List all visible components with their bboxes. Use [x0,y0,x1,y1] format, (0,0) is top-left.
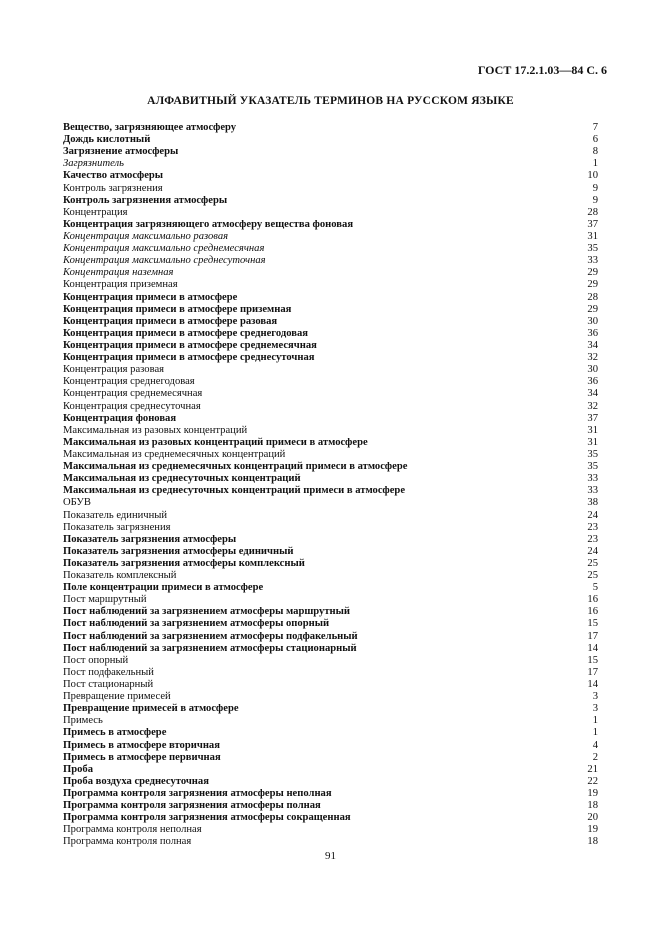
index-entry [63,134,598,146]
index-term: Пост наблюдений за загрязнением атмосферы маршрутный [63,606,351,618]
index-term-number: 31 [587,424,598,436]
index-entry [63,425,598,437]
index-term: Концентрация максимально разовая [63,230,229,242]
index-term: ОБУВ [63,497,91,509]
index-term: Загрязнение атмосферы [63,146,179,158]
index-term: Концентрация примеси в атмосфере среднесуточная [63,352,315,364]
index-term-number: 24 [587,509,598,521]
index-term: Проба воздуха среднесуточная [63,775,209,787]
index-term: Максимальная из разовых концентраций примеси в атмосфере [63,436,368,448]
index-term-number: 30 [587,364,598,376]
index-term: Пост маршрутный [63,594,147,606]
index-entry [63,255,598,267]
index-term: Превращение примесей [63,691,171,703]
index-term: Показатель загрязнения атмосферы единичный [63,545,294,557]
index-term-number: 36 [587,327,598,339]
index-term-number: 28 [587,206,598,218]
index-term: Поле концентрации примеси в атмосфере [63,582,264,594]
index-term-number: 1 [592,158,598,170]
index-term-number: 35 [587,461,598,473]
index-term: Качество атмосферы [63,170,164,182]
index-term: Концентрация среднесуточная [63,400,201,412]
index-term: Показатель загрязнения атмосферы [63,533,237,545]
index-term-number: 37 [587,218,598,230]
page-number: 91 [325,850,336,862]
index-term: Примесь в атмосфере вторичная [63,739,220,751]
index-term: Проба [63,763,94,775]
index-entry [63,558,598,570]
index-term-number: 3 [592,691,598,703]
index-entry [63,195,598,207]
index-term: Концентрация примеси в атмосфере среднегодовая [63,327,308,339]
index-entry [63,170,598,182]
index-term-number: 28 [587,291,598,303]
index-entry [63,497,598,509]
index-term: Концентрация [63,206,128,218]
index-entry [63,243,598,255]
index-term: Показатель загрязнения атмосферы комплексный [63,557,305,569]
index-term: Примесь в атмосфере первичная [63,751,221,763]
index-term: Контроль загрязнения [63,182,163,194]
index-term-number: 22 [587,775,598,787]
index-term: Концентрация примеси в атмосфере разовая [63,315,278,327]
index-term-number: 15 [587,618,598,630]
index-entry [63,570,598,582]
index-entry [63,812,598,824]
index-term-number: 19 [587,824,598,836]
index-entry [63,715,598,727]
index-entry [63,752,598,764]
index-term-number: 38 [587,497,598,509]
index-term-number: 7 [592,122,598,133]
index-entry [63,534,598,546]
index-term: Концентрация максимально среднемесячная [63,243,265,255]
index-term: Программа контроля загрязнения атмосферы неполная [63,788,332,800]
index-term-number: 1 [592,715,598,727]
index-entry [63,473,598,485]
index-entry [63,618,598,630]
index-term: Максимальная из среднесуточных концентраций [63,473,301,485]
index-term-number: 4 [592,739,598,751]
index-term-number: 35 [587,448,598,460]
index-term: Программа контроля неполная [63,824,202,836]
index-entry [63,401,598,413]
index-term: Максимальная из разовых концентраций [63,424,248,436]
index-term-number: 16 [587,594,598,606]
index-entry [63,740,598,752]
index-term-number: 37 [587,412,598,424]
index-term: Максимальная из среднемесячных концентраций [63,448,286,460]
index-entry [63,727,598,739]
index-term: Программа контроля загрязнения атмосферы сокращенная [63,812,351,824]
index-term: Пост подфакельный [63,666,154,678]
index-term-number: 31 [587,230,598,242]
index-term-number: 15 [587,654,598,666]
index-term-number: 23 [587,533,598,545]
index-term: Концентрация примеси в атмосфере [63,291,238,303]
index-entry [63,788,598,800]
index-entry [63,388,598,400]
index-entry [63,267,598,279]
index-term: Концентрация фоновая [63,412,177,424]
index-entry [63,836,598,848]
index-entry [63,376,598,388]
index-entry [63,231,598,243]
index-term-number: 2 [592,751,598,763]
index-entry [63,219,598,231]
index-term-number: 10 [587,170,598,182]
index-term-number: 14 [587,679,598,691]
index-term: Максимальная из среднемесячных концентраций примеси в атмосфере [63,461,408,473]
index-term-number: 17 [587,666,598,678]
index-term: Загрязнитель [63,158,124,170]
index-term-number: 18 [587,836,598,848]
index-term-number: 8 [592,146,598,158]
index-entry [63,546,598,558]
index-term-number: 36 [587,376,598,388]
index-term: Показатель загрязнения [63,521,171,533]
index-term: Дождь кислотный [63,134,151,146]
index-entry [63,292,598,304]
index-term: Вещество, загрязняющее атмосферу [63,122,237,133]
index-term-number: 29 [587,279,598,291]
index-term-number: 31 [587,436,598,448]
index-entry [63,449,598,461]
index-entry [63,158,598,170]
index-term: Концентрация разовая [63,364,165,376]
index-term-number: 1 [592,727,598,739]
index-entry [63,279,598,291]
index-term-number: 25 [587,557,598,569]
index-term: Превращение примесей в атмосфере [63,703,239,715]
index-entry [63,510,598,522]
index-entry [63,776,598,788]
index-term: Пост наблюдений за загрязнением атмосферы опорный [63,618,330,630]
index-term-number: 9 [592,182,598,194]
index-title: АЛФАВИТНЫЙ УКАЗАТЕЛЬ ТЕРМИНОВ НА РУССКОМ ЯЗЫКЕ [147,95,514,107]
index-entry [63,631,598,643]
index-entry [63,800,598,812]
index-entry [63,352,598,364]
index-entry [63,691,598,703]
index-term-number: 3 [592,703,598,715]
index-term-number: 23 [587,521,598,533]
index-entry [63,655,598,667]
index-entries [63,122,598,849]
index-term: Показатель единичный [63,509,168,521]
index-entry [63,667,598,679]
index-term-number: 19 [587,788,598,800]
index-term-number: 6 [592,134,598,146]
index-term-number: 24 [587,545,598,557]
index-term: Концентрация среднегодовая [63,376,195,388]
index-term-number: 14 [587,642,598,654]
index-term: Программа контроля загрязнения атмосферы полная [63,800,321,812]
page-header: ГОСТ 17.2.1.03—84 С. 6 [477,63,607,77]
index-term: Контроль загрязнения атмосферы [63,194,228,206]
index-entry [63,582,598,594]
index-term: Концентрация наземная [63,267,174,279]
index-term-number: 34 [587,388,598,400]
index-term: Пост опорный [63,654,129,666]
index-entry [63,764,598,776]
index-entry [63,207,598,219]
index-term: Показатель комплексный [63,570,177,582]
index-term: Концентрация загрязняющего атмосферу вещества фоновая [63,218,354,230]
index-term-number: 20 [587,812,598,824]
index-term: Концентрация примеси в атмосфере приземная [63,303,292,315]
index-term-number: 33 [587,473,598,485]
index-term-number: 18 [587,800,598,812]
index-term-number: 33 [587,255,598,267]
index-term-number: 32 [587,352,598,364]
index-term: Концентрация среднемесячная [63,388,203,400]
index-term: Пост наблюдений за загрязнением атмосферы подфакельный [63,630,358,642]
index-entry [63,679,598,691]
index-entry [63,643,598,655]
index-term-number: 29 [587,303,598,315]
index-term: Максимальная из среднесуточных концентраций примеси в атмосфере [63,485,406,497]
index-term-number: 25 [587,570,598,582]
index-entry [63,522,598,534]
index-term-number: 33 [587,485,598,497]
index-entry [63,703,598,715]
index-term: Примесь в атмосфере [63,727,167,739]
index-entry [63,824,598,836]
index-term-number: 17 [587,630,598,642]
index-term-number: 9 [592,194,598,206]
index-term: Концентрация примеси в атмосфере среднемесячная [63,339,317,351]
index-entry [63,485,598,497]
index-term-number: 35 [587,243,598,255]
index-term-number: 21 [587,763,598,775]
index-entry [63,437,598,449]
index-entry [63,122,598,134]
index-entry [63,340,598,352]
index-term-number: 30 [587,315,598,327]
index-term-number: 16 [587,606,598,618]
index-entry [63,146,598,158]
index-entry [63,364,598,376]
index-term-number: 29 [587,267,598,279]
index-entry [63,413,598,425]
index-term: Пост наблюдений за загрязнением атмосферы стационарный [63,642,357,654]
index-term: Программа контроля полная [63,836,192,848]
index-term: Пост стационарный [63,679,154,691]
index-entry [63,328,598,340]
index-term-number: 5 [592,582,598,594]
index-entry [63,183,598,195]
index-entry [63,304,598,316]
index-entry [63,461,598,473]
index-entry [63,606,598,618]
index-term-number: 34 [587,339,598,351]
index-term: Концентрация приземная [63,279,178,291]
index-entry [63,594,598,606]
index-term-number: 32 [587,400,598,412]
index-term: Примесь [63,715,103,727]
index-term: Концентрация максимально среднесуточная [63,255,266,267]
index-entry [63,316,598,328]
